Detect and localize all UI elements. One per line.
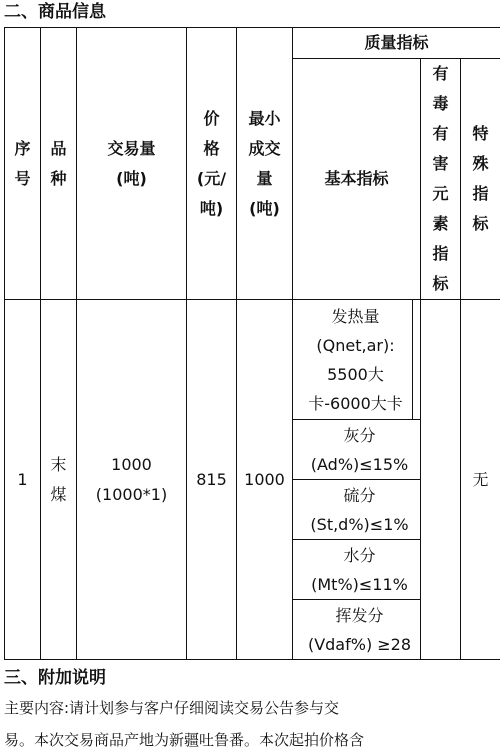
header-quality: 质量指标 xyxy=(293,28,500,59)
header-basic: 基本指标 xyxy=(293,59,421,300)
cell-variety: 末煤 xyxy=(41,300,77,660)
indicator-sulfur: 硫分 (St,d%)≤1% xyxy=(293,480,421,540)
note-line-1: 主要内容:请计划参与客户仔细阅读交易公告参与交 xyxy=(4,699,340,717)
header-volume: 交易量 (吨) xyxy=(77,28,187,300)
section-title-goods-info: 二、商品信息 xyxy=(4,2,106,22)
indicator-volatile: 挥发分 (Vdaf%) ≥28 xyxy=(293,600,421,660)
header-price: 价 格 (元/ 吨) xyxy=(187,28,237,300)
goods-info-table xyxy=(4,27,500,660)
header-seq: 序号 xyxy=(5,28,41,300)
note-line-2: 易。本次交易商品产地为新疆吐鲁番。本次起拍价格含 xyxy=(4,731,365,749)
indicator-calorific-spacer xyxy=(413,300,421,420)
indicator-ash: 灰分 (Ad%)≤15% xyxy=(293,420,421,480)
cell-volume: 1000 (1000*1) xyxy=(77,300,187,660)
cell-toxic xyxy=(421,300,461,660)
header-special: 特殊指标 xyxy=(461,59,500,300)
header-min-deal: 最小 成交 量 (吨) xyxy=(237,28,293,300)
cell-special: 无 xyxy=(461,300,500,660)
cell-price: 815 xyxy=(187,300,237,660)
section-title-additional-notes: 三、附加说明 xyxy=(4,668,106,688)
cell-min-deal: 1000 xyxy=(237,300,293,660)
indicator-moisture: 水分 (Mt%)≤11% xyxy=(293,540,421,600)
header-toxic: 有毒有害元素指标 xyxy=(421,59,461,300)
indicator-calorific: 发热量 (Qnet,ar): 5500大 卡-6000大卡 xyxy=(293,300,413,420)
cell-seq: 1 xyxy=(5,300,41,660)
header-variety: 品种 xyxy=(41,28,77,300)
